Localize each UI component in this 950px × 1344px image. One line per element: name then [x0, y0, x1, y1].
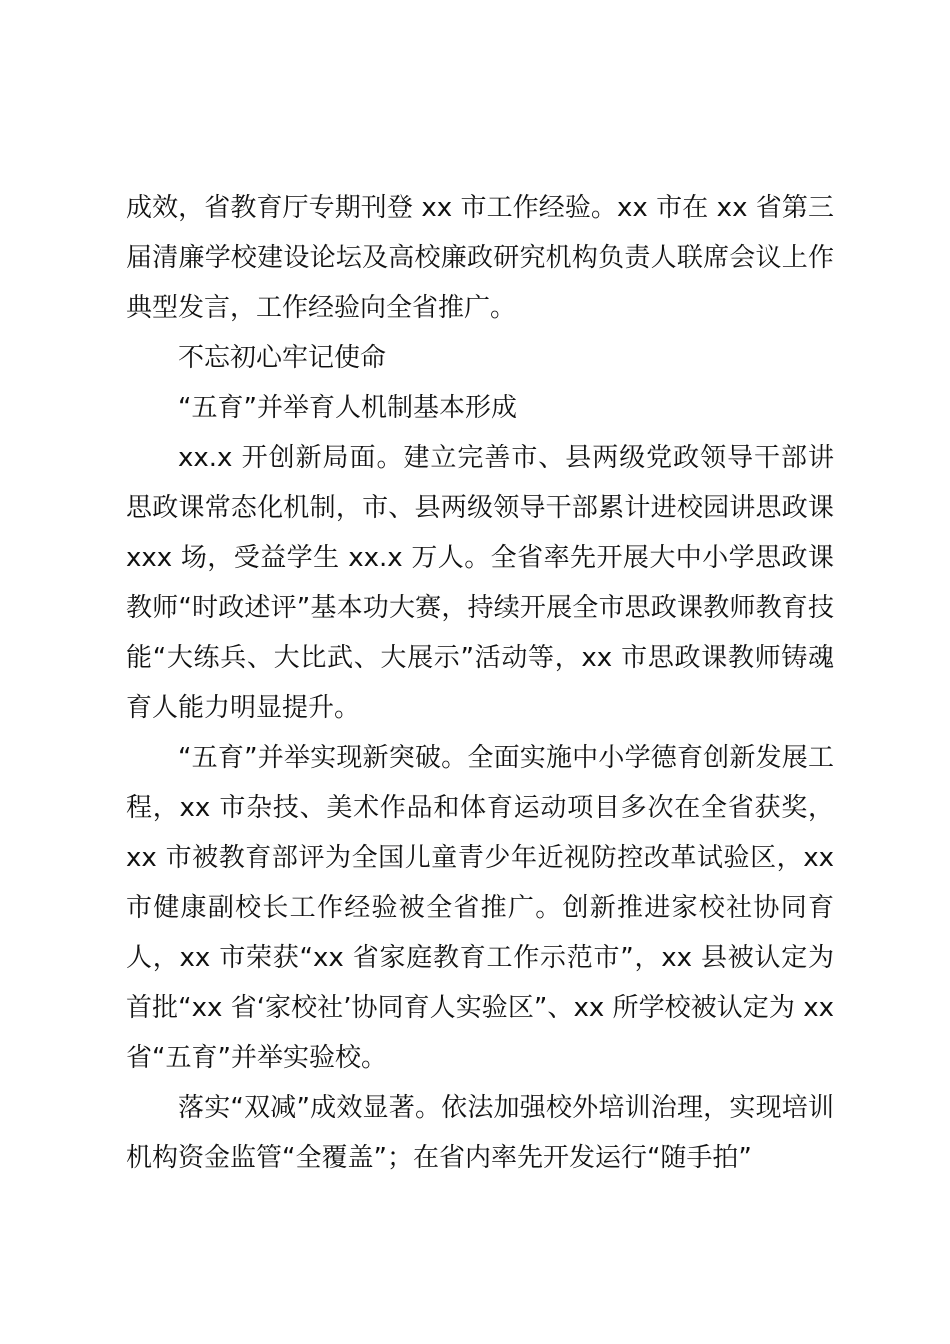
paragraph-continuation: 成效，省教育厅专期刊登 xx 市工作经验。xx 市在 xx 省第三届清廉学校建设论坛及高校廉政研究机构负责人联席会议上作典型发言，工作经验向全省推广。 — [126, 193, 834, 323]
paragraph: 落实“双减”成效显著。依法加强校外培训治理，实现培训机构资金监管“全覆盖”；在省内率先开发运行“随手拍” — [126, 1093, 834, 1173]
section-heading: 不忘初心牢记使命 — [178, 343, 387, 373]
subsection-heading: “五育”并举育人机制基本形成 — [178, 393, 517, 423]
document-body — [126, 183, 834, 1183]
paragraph: “五育”并举实现新突破。全面实施中小学德育创新发展工程，xx 市杂技、美术作品和体育运动项目多次在全省获奖，xx 市被教育部评为全国儿童青少年近视防控改革试验区，xx 市健康副校长工作经验被全省推广。创新推进家校社协同育人，xx 市荣获“xx 省家庭教育工作示范市”，xx 县被认定为首批“xx 省‘家校社’协同育人实验区”、xx 所学校被认定为 xx 省“五育”并举实验校。 — [126, 743, 834, 1073]
paragraph: xx.x 开创新局面。建立完善市、县两级党政领导干部讲思政课常态化机制，市、县两级领导干部累计进校园讲思政课 xxx 场，受益学生 xx.x 万人。全省率先开展大中小学思政课教师“时政述评”基本功大赛，持续开展全市思政课教师教育技能“大练兵、大比武、大展示”活动等，xx 市思政课教师铸魂育人能力明显提升。 — [126, 443, 834, 723]
